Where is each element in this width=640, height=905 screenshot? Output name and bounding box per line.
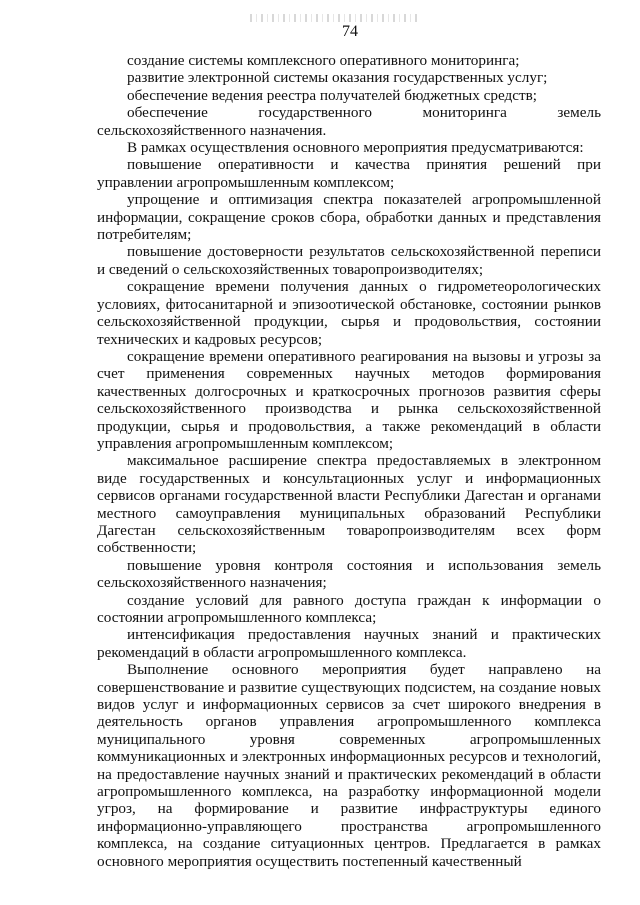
- paragraph: повышение уровня контроля состояния и использования земель сельскохозяйственного назначения;: [97, 556, 601, 592]
- scan-artifact: [250, 14, 420, 22]
- paragraph: обеспечение ведения реестра получателей бюджетных средств;: [127, 86, 538, 104]
- page-number: 74: [342, 23, 358, 40]
- paragraph: повышение оперативности и качества принятия решений при управлении агропромышленным комплексом;: [97, 156, 601, 191]
- paragraph: максимальное расширение спектра предоставляемых в электронном виде государственных и консультационных услуг и информационных сервисов органами государственной власти Республики Дагестан и органами местного самоуправления муниципальных образований Республики Дагестан сельскохозяйственным товаропроизводителям всех форм собственности;: [97, 452, 601, 557]
- paragraph: упрощение и оптимизация спектра показателей агропромышленной информации, сокращение сроков сбора, обработки данных и представления потребителям;: [97, 191, 601, 244]
- paragraph: создание условий для равного доступа граждан к информации о состоянии агропромышленного комплекса;: [97, 591, 601, 626]
- paragraph: сокращение времени оперативного реагирования на вызовы и угрозы за счет применения современных научных методов формирования качественных долгосрочных и краткосрочных прогнозов развития сферы сельскохозяйственного производства и рынка сельскохозяйственной продукции, сырья и продовольствия, а также рекомендаций в области управления агропромышленным комплексом;: [97, 347, 601, 452]
- paragraph: создание системы комплексного оперативного мониторинга;: [127, 52, 520, 69]
- document-body: [97, 52, 601, 870]
- paragraph: В рамках осуществления основного мероприятия предусматриваются:: [127, 139, 584, 157]
- paragraph: развитие электронной системы оказания государственных услуг;: [127, 69, 548, 87]
- paragraph: сокращение времени получения данных о гидрометеорологических условиях, фитосанитарной и эпизоотической обстановке, состоянии рынков сельскохозяйственной продукции, сырья и продовольствия, состоянии технических и кадровых ресурсов;: [97, 278, 601, 348]
- paragraph: обеспечение государственного мониторинга земель сельскохозяйственного назначения.: [97, 104, 601, 139]
- paragraph: Выполнение основного мероприятия будет направлено на совершенствование и развитие существующих подсистем, на создание новых видов услуг и информационных сервисов за счет широкого внедрения в деятельность органов управления агропромышленного комплекса муниципального уровня современных агропромышленных коммуникационных и электронных информационных ресурсов и технологий, на предоставление научных знаний и практических рекомендаций в области агропромышленного комплекса, на разработку информационной модели угроз, на формирование и развитие инфраструктуры единого информационно-управляющего пространства агропромышленного комплекса, на создание ситуационных центров. Предлагается в рамках основного мероприятия осуществить постепенный качественный: [97, 661, 601, 870]
- paragraph: повышение достоверности результатов сельскохозяйственной переписи и сведений о сельскохозяйственных товаропроизводителях;: [97, 243, 601, 278]
- paragraph: интенсификация предоставления научных знаний и практических рекомендаций в области агропромышленного комплекса.: [97, 626, 601, 661]
